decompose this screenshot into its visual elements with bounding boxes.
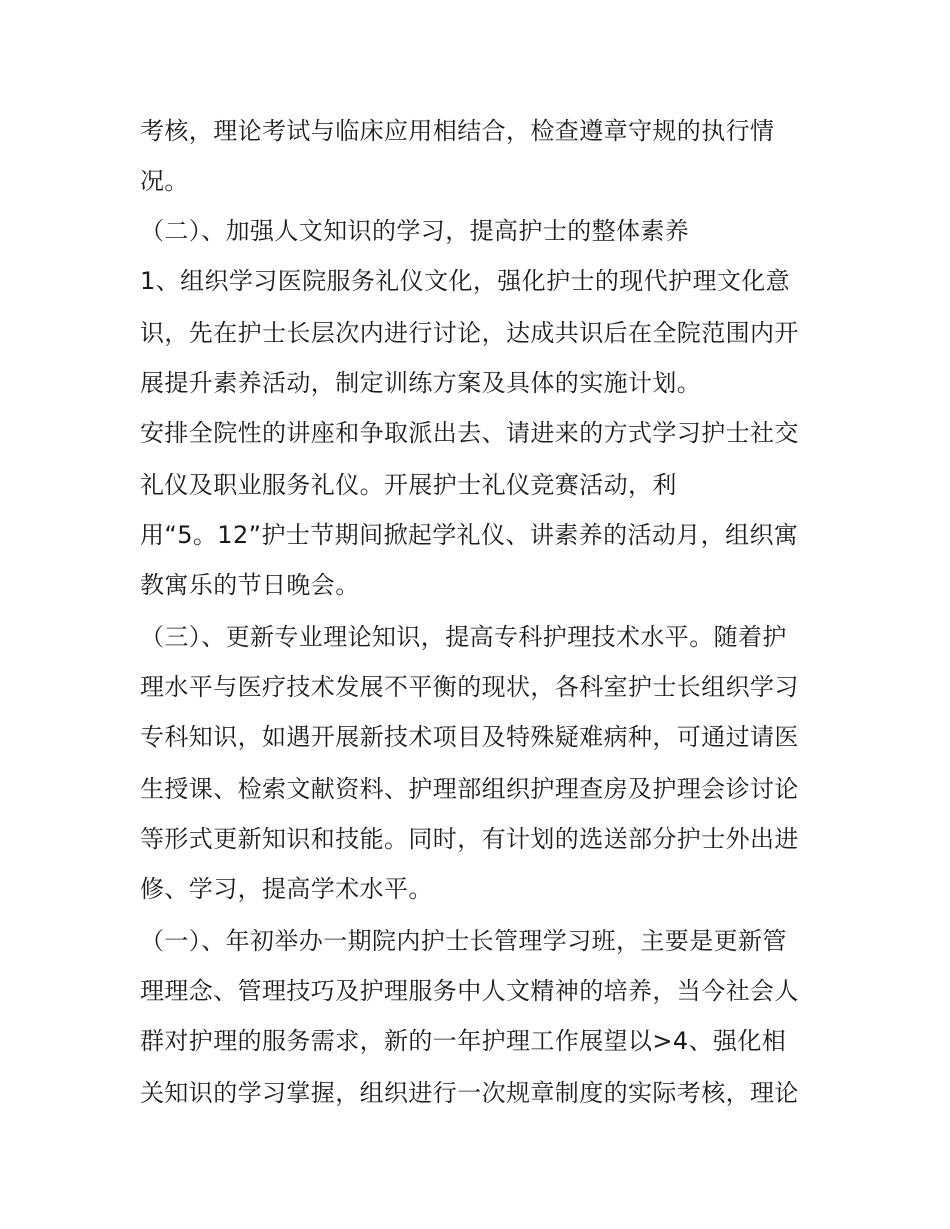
text-line: 修、学习，提高学术水平。 — [140, 875, 433, 903]
text-line: 1、组织学习医院服务礼仪文化，强化护士的现代护理文化意 — [140, 267, 791, 295]
text-line: 理水平与医疗技术发展不平衡的现状，各科室护士长组织学习 — [140, 673, 799, 701]
text-line: 等形式更新知识和技能。同时，有计划的选送部分护士外出进 — [140, 825, 799, 853]
text-line: 用“5。12”护士节期间掀起学礼仪、讲素养的活动月，组织寓 — [140, 521, 799, 549]
text-line: 考核，理论考试与临床应用相结合，检查遵章守规的执行情 — [140, 117, 775, 145]
section-heading: （三）、更新专业理论知识，提高专科护理技术水平。随着护 — [140, 623, 787, 651]
section-heading: （一）、年初举办一期院内护士长管理学习班，主要是更新管 — [140, 927, 787, 955]
text-line: 礼仪及职业服务礼仪。开展护士礼仪竞赛活动，利 — [140, 471, 677, 499]
text-line: 群对护理的服务需求，新的一年护理工作展望以>4、强化相 — [140, 1027, 787, 1055]
text-line: 生授课、检索文献资料、护理部组织护理查房及护理会诊讨论 — [140, 775, 799, 803]
text-line: 理理念、管理技巧及护理服务中人文精神的培养，当今社会人 — [140, 977, 799, 1005]
text-line: 况。 — [140, 167, 189, 195]
text-line: 关知识的学习掌握，组织进行一次规章制度的实际考核，理论 — [140, 1079, 799, 1107]
section-heading: （二）、加强人文知识的学习，提高护士的整体素养 — [140, 217, 690, 245]
text-line: 专科知识，如遇开展新技术项目及特殊疑难病种，可通过请医 — [140, 723, 799, 751]
text-line: 识，先在护士长层次内进行讨论，达成共识后在全院范围内开 — [140, 319, 799, 347]
text-line: 安排全院性的讲座和争取派出去、请进来的方式学习护士社交 — [140, 419, 799, 447]
text-line: 展提升素养活动，制定训练方案及具体的实施计划。 — [140, 369, 702, 397]
text-line: 教寓乐的节日晚会。 — [140, 571, 360, 599]
